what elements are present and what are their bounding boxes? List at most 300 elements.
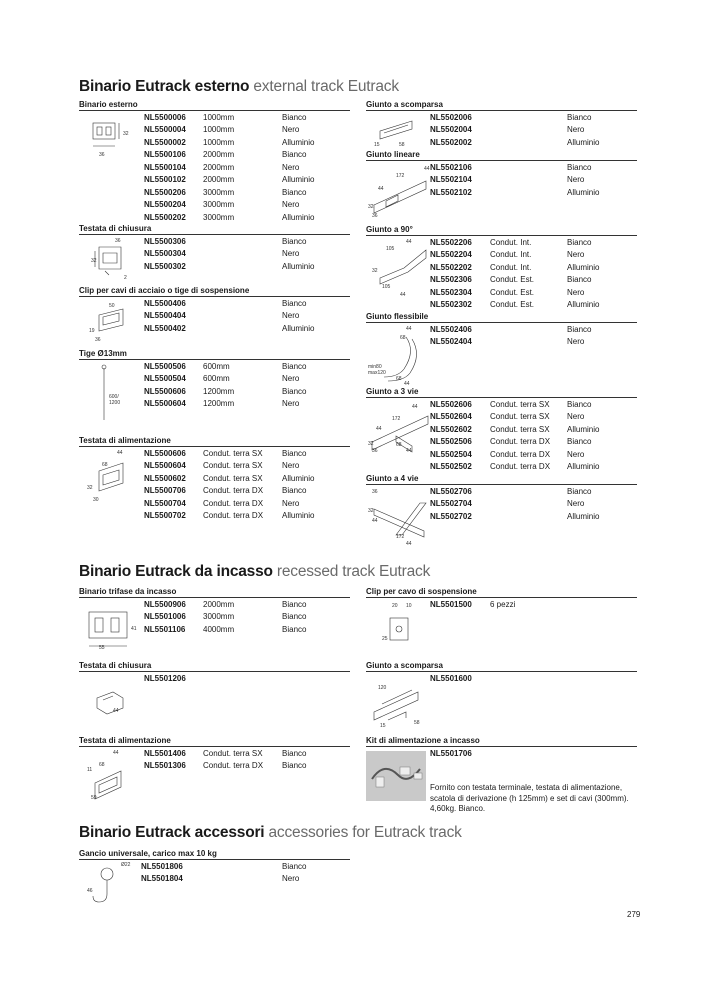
- product-row: [366, 436, 637, 448]
- product-variant: 1000mm: [203, 137, 235, 147]
- product-variant: Condut. terra SX: [203, 749, 263, 758]
- section-giunto-scomparsa-incasso: [366, 660, 637, 729]
- product-color: Alluminio: [567, 424, 600, 434]
- product-color: Bianco: [282, 113, 307, 122]
- dimension-label: 50: [109, 303, 115, 309]
- product-row: [79, 162, 350, 174]
- product-code: NL5501804: [141, 874, 183, 884]
- heading-en: accessories for Eutrack track: [268, 824, 462, 841]
- product-variant: Condut. terra SX: [203, 473, 263, 483]
- product-row: [79, 310, 350, 322]
- heading-en: external track Eutrack: [253, 78, 399, 95]
- dimension-label: 58: [399, 142, 405, 148]
- product-code: NL5500104: [144, 162, 186, 172]
- dimension-label: 44: [406, 541, 412, 547]
- product-color: Alluminio: [282, 212, 315, 222]
- dimension-label: 10: [406, 603, 412, 609]
- section-testata-chiusura-incasso: [79, 660, 350, 714]
- dimension-label: 32: [368, 441, 374, 447]
- product-color: Bianco: [282, 187, 307, 197]
- dimension-label: 44: [406, 239, 412, 245]
- product-code: NL5502404: [430, 337, 472, 347]
- section-title: Clip per cavi di acciaio o tige di sospensione: [79, 285, 350, 297]
- product-code: NL5500906: [144, 600, 186, 609]
- product-color: Nero: [567, 175, 585, 185]
- product-variant: Condut. terra DX: [203, 486, 264, 496]
- product-code: NL5500602: [144, 473, 186, 483]
- product-color: Bianco: [282, 386, 307, 396]
- product-row: [366, 424, 637, 436]
- dimension-label: 105: [382, 284, 391, 290]
- product-row: [79, 298, 350, 310]
- product-row: [366, 599, 637, 611]
- product-code: NL5500102: [144, 175, 186, 185]
- dimension-label: 36: [115, 238, 121, 244]
- product-variant: Condut. terra DX: [490, 462, 551, 472]
- dimension-label: 44: [412, 404, 418, 410]
- product-row: [366, 124, 637, 136]
- dimension-label: 120: [378, 685, 387, 691]
- product-row: [79, 760, 350, 772]
- product-color: Alluminio: [282, 137, 315, 147]
- product-code: NL5501600: [430, 674, 472, 683]
- dimension-label: 32: [368, 508, 374, 514]
- product-row: [366, 498, 637, 510]
- section-title: Binario esterno: [79, 99, 350, 111]
- product-row: [79, 485, 350, 497]
- product-variant: 600mm: [203, 362, 230, 371]
- product-variant: Condut. terra DX: [203, 511, 264, 521]
- dimension-label: 19: [89, 328, 95, 334]
- section-testata-alimentazione: [79, 435, 350, 521]
- product-code: NL5500402: [144, 323, 186, 333]
- dimension-label: 32: [87, 485, 93, 491]
- product-color: Bianco: [282, 862, 307, 871]
- product-code: NL5500704: [144, 498, 186, 508]
- description-line: scatola di derivazione (h 125mm) e set di cavi (300mm).: [430, 793, 629, 803]
- product-code: NL5502606: [430, 400, 472, 409]
- product-code: NL5500204: [144, 200, 186, 210]
- dimension-label: 15: [380, 723, 386, 729]
- dimension-label: Ø22: [121, 862, 131, 868]
- description-line: Fornito con testata terminale, testata di alimentazione,: [430, 783, 623, 792]
- product-variant: Condut. terra DX: [203, 498, 264, 508]
- product-row: [366, 486, 637, 498]
- product-row: [79, 448, 350, 460]
- product-row: [79, 498, 350, 510]
- section-title: Giunto a 4 vie: [366, 473, 637, 485]
- product-code: NL5500604: [144, 399, 186, 409]
- product-row: [79, 624, 350, 636]
- section-title: Testata di alimentazione: [79, 735, 350, 747]
- product-code: NL5502002: [430, 137, 472, 147]
- product-code: NL5502006: [430, 113, 472, 122]
- product-row: [366, 399, 637, 411]
- dimension-label: max120: [368, 370, 386, 376]
- dimension-label: 36: [372, 489, 378, 495]
- product-color: Bianco: [567, 238, 592, 247]
- heading-accessories: [79, 824, 462, 842]
- product-color: Alluminio: [567, 262, 600, 272]
- product-variant: Condut. Est.: [490, 275, 535, 285]
- product-code: NL5500406: [144, 299, 186, 308]
- section-giunto-90: [366, 224, 637, 310]
- product-row: [366, 336, 637, 348]
- product-variant: 6 pezzi: [490, 600, 516, 609]
- product-row: [366, 461, 637, 473]
- dimension-label: 44: [406, 448, 412, 454]
- product-code: NL5501500: [430, 600, 472, 609]
- dimension-label: 2: [124, 275, 127, 281]
- product-code: NL5501206: [144, 674, 186, 683]
- product-color: Bianco: [567, 325, 592, 334]
- product-row: [366, 262, 637, 274]
- dimension-label: 44: [406, 326, 412, 332]
- dimension-label: 1200: [109, 400, 121, 406]
- section-giunto-3-vie: [366, 386, 637, 472]
- dimension-label: 36: [99, 152, 105, 158]
- product-variant: 1200mm: [203, 386, 235, 396]
- product-variant: Condut. terra DX: [490, 449, 551, 459]
- product-code: NL5500702: [144, 511, 186, 521]
- product-code: NL5502204: [430, 250, 472, 260]
- product-color: Nero: [567, 250, 585, 260]
- product-code: NL5502502: [430, 462, 472, 472]
- product-color: Bianco: [282, 761, 307, 771]
- dimension-label: 600/: [109, 394, 119, 400]
- product-row: [366, 174, 637, 186]
- product-row: [79, 174, 350, 186]
- product-row: [79, 323, 350, 335]
- product-code: NL5500302: [144, 261, 186, 271]
- product-row: [79, 873, 350, 885]
- product-variant: Condut. terra SX: [490, 412, 550, 422]
- product-color: Bianco: [567, 113, 592, 122]
- dimension-label: 36: [372, 213, 378, 219]
- dimension-label: 44: [378, 186, 384, 192]
- product-color: Nero: [282, 200, 300, 210]
- product-color: Nero: [282, 461, 300, 471]
- product-color: Bianco: [567, 163, 592, 172]
- product-variant: Condut. Int.: [490, 250, 532, 260]
- product-code: NL5501706: [430, 749, 472, 758]
- section-title: Kit di alimentazione a incasso: [366, 735, 637, 747]
- product-color: Nero: [282, 874, 300, 884]
- product-code: NL5500404: [144, 311, 186, 321]
- product-color: Bianco: [282, 150, 307, 160]
- product-code: NL5502306: [430, 275, 472, 285]
- section-kit-alimentazione: [366, 735, 637, 813]
- section-gancio-universale: [79, 848, 350, 894]
- section-giunto-4-vie: [366, 473, 637, 547]
- product-code: NL5501106: [144, 624, 186, 634]
- section-testata-alimentazione-incasso: [79, 735, 350, 801]
- dimension-label: 44: [404, 381, 410, 387]
- product-code: NL5501406: [144, 749, 186, 758]
- product-code: NL5502704: [430, 499, 472, 509]
- product-row: [366, 187, 637, 199]
- product-code: NL5502602: [430, 424, 472, 434]
- product-color: Alluminio: [282, 323, 315, 333]
- heading-recessed-track: [79, 563, 430, 581]
- dimension-label: 68: [400, 335, 406, 341]
- product-color: Bianco: [282, 612, 307, 622]
- section-tige: [79, 348, 350, 409]
- dimension-label: 68: [396, 376, 402, 382]
- product-row: [79, 137, 350, 149]
- product-code: NL5500506: [144, 362, 186, 371]
- product-row: [366, 274, 637, 286]
- product-code: NL5502304: [430, 287, 472, 297]
- product-code: NL5500006: [144, 113, 186, 122]
- section-title: Giunto a scomparsa: [366, 660, 637, 672]
- product-color: Bianco: [282, 237, 307, 246]
- product-variant: Condut. terra DX: [490, 437, 551, 447]
- product-color: Bianco: [567, 400, 592, 409]
- product-variant: Condut. terra SX: [203, 461, 263, 471]
- dimension-label: 59: [91, 795, 97, 801]
- product-row: [79, 673, 350, 685]
- section-title: Giunto a scomparsa: [366, 99, 637, 111]
- dimension-label: 36: [95, 337, 101, 343]
- product-variant: Condut. Int.: [490, 238, 532, 247]
- product-color: Nero: [282, 162, 300, 172]
- section-title: Testata di chiusura: [79, 660, 350, 672]
- product-code: NL5502506: [430, 437, 472, 447]
- product-variant: 1000mm: [203, 113, 235, 122]
- section-binario-trifase-incasso: [79, 586, 350, 651]
- product-row: [79, 460, 350, 472]
- product-code: NL5502302: [430, 300, 472, 310]
- section-title: Tige Ø13mm: [79, 348, 350, 360]
- product-row: [366, 162, 637, 174]
- product-variant: Condut. Est.: [490, 287, 535, 297]
- product-description: [430, 783, 640, 815]
- product-color: Bianco: [282, 362, 307, 371]
- product-variant: Condut. terra SX: [203, 449, 263, 458]
- dimension-label: 105: [386, 246, 395, 252]
- product-color: Bianco: [282, 600, 307, 609]
- heading-it: Binario Eutrack da incasso: [79, 563, 273, 580]
- heading-en: recessed track Eutrack: [276, 563, 431, 580]
- product-color: Alluminio: [567, 187, 600, 197]
- product-code: NL5500002: [144, 137, 186, 147]
- product-row: [79, 611, 350, 623]
- product-code: NL5502106: [430, 163, 472, 172]
- product-code: NL5501806: [141, 862, 183, 871]
- product-code: NL5500202: [144, 212, 186, 222]
- dimension-label: 44: [376, 426, 382, 432]
- product-color: Bianco: [282, 624, 307, 634]
- product-code: NL5500504: [144, 374, 186, 384]
- product-row: [79, 236, 350, 248]
- product-row: [79, 386, 350, 398]
- dimension-label: 44: [113, 750, 119, 756]
- product-row: [79, 599, 350, 611]
- product-row: [79, 861, 350, 873]
- product-color: Alluminio: [282, 175, 315, 185]
- product-color: Bianco: [282, 299, 307, 308]
- dimension-label: 32: [91, 258, 97, 264]
- product-row: [79, 373, 350, 385]
- section-testata-chiusura: [79, 223, 350, 281]
- product-color: Nero: [282, 498, 300, 508]
- product-code: NL5500306: [144, 237, 186, 246]
- dimension-label: 58: [414, 720, 420, 726]
- product-color: Bianco: [567, 487, 592, 496]
- product-color: Bianco: [282, 449, 307, 458]
- product-color: Bianco: [567, 437, 592, 447]
- product-variant: Condut. terra DX: [203, 761, 264, 771]
- product-variant: 2000mm: [203, 162, 235, 172]
- product-color: Nero: [282, 374, 300, 384]
- product-row: [366, 237, 637, 249]
- dimension-label: 30: [93, 497, 99, 503]
- product-code: NL5502104: [430, 175, 472, 185]
- product-code: NL5502202: [430, 262, 472, 272]
- product-code: NL5501306: [144, 761, 186, 771]
- product-color: Nero: [567, 412, 585, 422]
- dimension-label: 44: [400, 292, 406, 298]
- dimension-label: 46: [87, 888, 93, 894]
- product-row: [79, 473, 350, 485]
- product-row: [366, 249, 637, 261]
- product-variant: Condut. terra SX: [490, 400, 550, 409]
- product-code: NL5500206: [144, 187, 186, 197]
- product-row: [366, 511, 637, 523]
- product-row: [366, 112, 637, 124]
- dimension-label: 32: [372, 268, 378, 274]
- product-variant: 1200mm: [203, 399, 235, 409]
- product-code: NL5502206: [430, 238, 472, 247]
- dimension-label: 68: [102, 462, 108, 468]
- product-color: Nero: [567, 499, 585, 509]
- section-giunto-flessibile: [366, 311, 637, 387]
- section-giunto-lineare: [366, 149, 637, 219]
- dimension-label: 44: [113, 708, 119, 714]
- product-color: Nero: [282, 249, 300, 259]
- product-color: Alluminio: [567, 300, 600, 310]
- dimension-label: 172: [392, 416, 401, 422]
- dimension-label: min80: [368, 364, 382, 370]
- product-row: [366, 748, 637, 760]
- section-title: Giunto a 90°: [366, 224, 637, 236]
- product-color: Bianco: [282, 486, 307, 496]
- section-title: Testata di alimentazione: [79, 435, 350, 447]
- section-title: Giunto a 3 vie: [366, 386, 637, 398]
- product-row: [79, 112, 350, 124]
- heading-it: Binario Eutrack esterno: [79, 78, 250, 95]
- product-variant: 4000mm: [203, 624, 235, 634]
- product-color: Bianco: [282, 749, 307, 758]
- product-color: Nero: [282, 311, 300, 321]
- product-color: Alluminio: [567, 511, 600, 521]
- product-row: [79, 510, 350, 522]
- product-variant: 3000mm: [203, 200, 235, 210]
- dimension-label: 25: [382, 636, 388, 642]
- product-variant: 1000mm: [203, 125, 235, 135]
- product-code: NL5502406: [430, 325, 472, 334]
- product-code: NL5500106: [144, 150, 186, 160]
- dimension-label: 68: [396, 442, 402, 448]
- product-color: Nero: [282, 399, 300, 409]
- dimension-label: 15: [374, 142, 380, 148]
- product-row: [79, 748, 350, 760]
- product-variant: 600mm: [203, 374, 230, 384]
- dimension-label: 36: [372, 448, 378, 454]
- dimension-label: 172: [396, 534, 405, 540]
- description-line: 4,60kg. Bianco.: [430, 804, 486, 813]
- product-row: [79, 187, 350, 199]
- product-color: Nero: [282, 125, 300, 135]
- product-row: [79, 261, 350, 273]
- dimension-label: 32: [123, 131, 129, 137]
- product-variant: Condut. Est.: [490, 300, 535, 310]
- product-color: Nero: [567, 125, 585, 135]
- product-code: NL5502702: [430, 511, 472, 521]
- product-code: NL5500304: [144, 249, 186, 259]
- product-row: [79, 248, 350, 260]
- section-title: Giunto lineare: [366, 149, 637, 161]
- product-row: [366, 137, 637, 149]
- product-variant: 3000mm: [203, 212, 235, 222]
- section-title: Gancio universale, carico max 10 kg: [79, 848, 350, 860]
- product-code: NL5500706: [144, 486, 186, 496]
- product-row: [366, 411, 637, 423]
- product-row: [366, 673, 637, 685]
- section-title: Testata di chiusura: [79, 223, 350, 235]
- section-binario-esterno: [79, 99, 350, 222]
- section-giunto-scomparsa: [366, 99, 637, 148]
- product-row: [366, 287, 637, 299]
- section-title: Clip per cavo di sospensione: [366, 586, 637, 598]
- product-row: [79, 398, 350, 410]
- dimension-label: 20: [392, 603, 398, 609]
- product-code: NL5500606: [144, 386, 186, 396]
- product-variant: Condut. terra SX: [490, 424, 550, 434]
- product-code: NL5500004: [144, 125, 186, 135]
- dimension-label: 32: [368, 204, 374, 210]
- product-row: [366, 449, 637, 461]
- product-color: Nero: [567, 449, 585, 459]
- product-row: [79, 124, 350, 136]
- dimension-label: 68: [99, 762, 105, 768]
- heading-external-track: [79, 78, 399, 96]
- product-color: Nero: [567, 287, 585, 297]
- dimension-label: 172: [396, 173, 405, 179]
- product-code: NL5502102: [430, 187, 472, 197]
- product-variant: 3000mm: [203, 612, 235, 622]
- product-row: [79, 149, 350, 161]
- product-code: NL5502604: [430, 412, 472, 422]
- page-number: 279: [627, 910, 641, 919]
- product-code: NL5502706: [430, 487, 472, 496]
- product-variant: 3000mm: [203, 187, 235, 197]
- product-color: Nero: [567, 337, 585, 347]
- product-variant: 2000mm: [203, 600, 235, 609]
- product-code: NL5501006: [144, 612, 186, 622]
- section-title: Giunto flessibile: [366, 311, 637, 323]
- section-clip-cavo-sospensione: [366, 586, 637, 642]
- product-code: NL5500606: [144, 449, 186, 458]
- product-row: [366, 324, 637, 336]
- dimension-label: 55: [99, 645, 105, 651]
- product-row: [79, 361, 350, 373]
- product-color: Alluminio: [282, 261, 315, 271]
- product-row: [79, 199, 350, 211]
- product-variant: 2000mm: [203, 150, 235, 160]
- product-row: [366, 299, 637, 311]
